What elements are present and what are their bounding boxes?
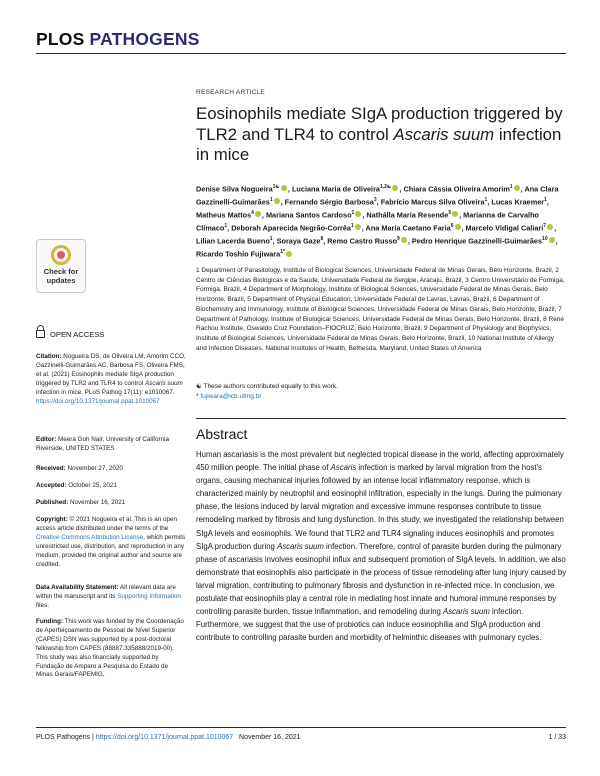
author-affiliation-marker: 1 xyxy=(269,236,273,243)
author-affiliation-marker: 1 xyxy=(484,197,488,204)
orcid-icon[interactable] xyxy=(392,185,398,191)
author-affiliation-marker: 1☯ xyxy=(272,184,280,190)
title-italic: Ascaris suum xyxy=(393,124,495,144)
author-affiliation-marker: 1 xyxy=(350,223,354,230)
accepted-date: October 25, 2021 xyxy=(68,482,117,489)
received-block xyxy=(36,465,186,474)
author-affiliation-marker: 4 xyxy=(251,210,254,217)
funding-block xyxy=(36,618,186,680)
received-label: Received: xyxy=(36,465,66,472)
abstract-i1: Ascaris xyxy=(330,463,357,473)
abstract-text xyxy=(196,448,568,644)
open-access-text: OPEN ACCESS xyxy=(50,330,105,339)
author-name: Denise Silva Nogueira xyxy=(196,184,273,194)
author-name: , Marianna de Carvalho Clímaco xyxy=(196,210,539,233)
author-name: , Soraya Gaze xyxy=(272,236,321,246)
orcid-icon[interactable] xyxy=(281,185,287,191)
abstract-p3: infection. Therefore, control of parasite burden during the pulmonary phase of ascariasis involves eosinophil influx and subsequent promotion of SIgA levels. In addition, we also demonstrate that eosinophils also participate in the process of tissue remodeling after lung injury caused by larval migration, contributing to pulmonary fibrosis and dysfunction in re-infected mice. In conclusion, we postulate that eosinophils play a central role in mediating host innate and humoral immune responses by controlling parasite burden, tissue inflammation, and remodeling during xyxy=(196,541,567,617)
orcid-icon[interactable] xyxy=(452,211,458,217)
abstract-i3: Ascaris suum xyxy=(443,607,490,617)
corresponding-author-note xyxy=(196,392,566,402)
accepted-block xyxy=(36,482,186,491)
footer-journal: PLOS Pathogens | xyxy=(36,734,96,741)
article-title xyxy=(196,104,576,166)
open-lock-icon xyxy=(36,330,45,338)
abstract-i2: Ascaris suum xyxy=(277,541,324,551)
citation-doi-link[interactable]: https://doi.org/10.1371/journal.ppat.1010067 xyxy=(36,397,160,405)
author-name: , Lucas Kraemer xyxy=(487,197,545,207)
published-label: Published: xyxy=(36,499,69,506)
check-updates-icon xyxy=(51,245,71,265)
editor-text: Meera Goh Nair, University of California Riverside, UNITED STATES xyxy=(36,436,169,452)
author-name: , Lilian Lacerda Bueno xyxy=(196,223,557,246)
orcid-icon[interactable] xyxy=(514,185,520,191)
author-affiliation-marker: 1 xyxy=(351,210,355,217)
published-block xyxy=(36,499,186,508)
data-availability-block xyxy=(36,584,186,611)
author-affiliation-marker: 10 xyxy=(542,236,548,243)
funding-label: Funding: xyxy=(36,618,63,625)
abstract-heading: Abstract xyxy=(196,426,248,442)
data-availability-label: Data Availability Statement: xyxy=(36,584,119,591)
title-part1: Eosinophils mediate SIgA production triggered by TLR2 and TLR4 to control xyxy=(196,104,563,144)
accepted-label: Accepted: xyxy=(36,482,67,489)
citation-text-2: infection in mice. PLoS Pathog 17(11): e1010067. xyxy=(36,388,175,396)
author-name: , Fernando Sérgio Barbosa xyxy=(280,197,374,207)
abstract-rule xyxy=(196,418,566,419)
corresponding-email-link[interactable]: fujiwara@icb.ufmg.br xyxy=(200,392,262,400)
editor-block xyxy=(36,436,186,454)
author-name: , Nathálla Maria Resende xyxy=(362,210,449,220)
check-for-updates-badge[interactable] xyxy=(36,239,86,293)
copyright-block xyxy=(36,516,186,569)
author-affiliation-marker: 1 xyxy=(224,223,228,230)
copyright-text: © 2021 Nogueira et al. This is an open access article distributed under the terms of the xyxy=(36,516,178,532)
editor-label: Editor: xyxy=(36,436,57,443)
author-name: , Ana Clara Gazzinelli-Guimarães xyxy=(196,184,559,207)
author-affiliation-marker: 9 xyxy=(397,236,400,243)
orcid-icon[interactable] xyxy=(401,237,407,243)
funding-text: This work was funded by the Coordenação de Aperfeiçoamento de Pessoal de Nível Superior (CAPES) DSN was supported by a post-doctoral fellowship from CAPES (88887.335888/2019-00). This study was also financially supported by Fundação de Amparo a Pesquisa do Estado de Minas Gerais/FAPEMIG, xyxy=(36,618,184,679)
author-list xyxy=(196,182,566,260)
article-type: RESEARCH ARTICLE xyxy=(196,89,266,96)
journal-logo xyxy=(36,29,200,50)
orcid-icon[interactable] xyxy=(255,211,261,217)
author-name: , Deborah Aparecida Negrão-Corrêa xyxy=(227,223,351,233)
author-name: , Ricardo Toshio Fujiwara xyxy=(196,236,558,259)
author-notes xyxy=(196,382,566,401)
author-affiliation-marker: 1,2☯ xyxy=(379,184,392,190)
check-updates-line1: Check for xyxy=(43,267,79,276)
author-affiliation-marker: 1 xyxy=(544,197,547,204)
cc-license-link[interactable]: Creative Commons Attribution License xyxy=(36,533,144,541)
orcid-icon[interactable] xyxy=(547,224,553,230)
author-affiliation-marker: 1 xyxy=(269,197,273,204)
abstract-p1: Human ascariasis is the most prevalent but neglected tropical disease in the world, affecting approximately 450 million people. The initial phase of xyxy=(196,450,564,473)
orcid-icon[interactable] xyxy=(355,211,361,217)
page-number: 1 / 33 xyxy=(548,734,566,741)
equal-contribution-note: ☯ These authors contributed equally to this work. xyxy=(196,383,338,390)
citation-label: Citation: xyxy=(36,353,62,360)
orcid-icon[interactable] xyxy=(286,251,292,257)
supporting-information-link[interactable]: Supporting Information xyxy=(117,592,181,600)
citation-italic: Ascaris suum xyxy=(144,379,183,387)
page-footer xyxy=(36,734,566,741)
received-date: November 27, 2020 xyxy=(67,465,123,472)
journal-name-pathogens: PATHOGENS xyxy=(89,29,200,49)
author-affiliation-marker: 7 xyxy=(543,223,547,230)
orcid-icon[interactable] xyxy=(274,198,280,204)
author-name: , Ana Maria Caetano Faria xyxy=(361,223,451,233)
author-affiliation-marker: 8 xyxy=(320,236,324,243)
author-name: , Remo Castro Russo xyxy=(323,236,398,246)
journal-name-plos: PLOS xyxy=(36,29,85,49)
author-name: , Marcelo Vidigal Caliari xyxy=(461,223,544,233)
abstract-p2: infection is marked by larval migration from the host's organs, causing mechanical injuries followed by an intense local inflammatory response, which is characterized mainly by neutrophil and eosinophil infiltration, especially in the lungs. During the pulmonary phase, the lesions induced by larval migration and excessive immune responses contribute to tissue remodeling marked by fibrosis and lung dysfunction. In this study, we investigated the relationship between SIgA levels and eosinophils. We found that TLR2 and TLR4 signaling induces eosinophils and promotes SIgA production during xyxy=(196,463,564,551)
published-date: November 16, 2021 xyxy=(69,499,126,506)
orcid-icon[interactable] xyxy=(549,237,555,243)
copyright-label: Copyright: xyxy=(36,516,68,523)
citation-block xyxy=(36,353,186,406)
header-rule xyxy=(36,53,566,54)
data-availability-text: All relevant data are within the manuscript and its xyxy=(36,584,176,600)
author-affiliation-marker: 3 xyxy=(373,197,377,204)
author-name: , Pedro Henrique Gazzinelli-Guimarães xyxy=(407,236,543,246)
author-name: , Fabrício Marcus Silva Oliveira xyxy=(376,197,485,207)
affiliations: 1 Department of Parasitology, Institute of Biological Sciences, Universidade Federal de Minas Gerais, Belo Horizonte, Brazil, 2 Centro de Ciências Biológicas e da Saúde, Universidade Federal de Sergipe, Aracajú, Brazil, 3 Centro Universitário de Formiga, Formiga, Brazil, 4 Department of Morphology, Institute of Biological Sciences, Universidade Federal de Minas Gerais, Belo Horizonte, Brazil, 5 Department of Physical Education, Universidade Federal de Lavras, Lavras, Brazil, 6 Department of Biochemistry and Immunology, Institute of Biological Sciences, Universidade Federal de Minas Gerais, Belo Horizonte, Brazil, 7 Department of Pathology, Institute of Biological Sciences, Universidade Federal de Minas Gerais, Belo Horizonte, Brazil, 8 René Rachou Institute, Oswaldo Cruz Foundation–FIOCRUZ, Belo Horizonte, Brazil, 9 Department of Physiology and Biophysics, Institute of Biological Sciences, Universidade Federal de Minas Gerais, Belo Horizonte, Brazil, 10 National Institute of Allergy and Infection Diseases, National Institutes of Health, Bethesda, Maryland, United States of America xyxy=(196,267,565,352)
author-affiliation-marker: 6 xyxy=(450,223,454,230)
check-updates-line2: updates xyxy=(46,276,76,285)
orcid-icon[interactable] xyxy=(355,224,361,230)
footer-rule xyxy=(36,727,566,728)
citation-text: Nogueira DS, de Oliveira LM, Amorim CCO, Gazzinelli-Guimarães AC, Barbosa FS, Oliveira FMS, et al. (2021) Eosinophils mediate SIgA production triggered by TLR2 and TLR4 to control xyxy=(36,353,186,387)
copyright-text-2: , which permits unrestricted use, distribution, and reproduction in any medium, provided the original author and source are credited. xyxy=(36,533,186,568)
corresponding-mark: * xyxy=(196,392,199,400)
author-name: , Luciana Maria de Oliveira xyxy=(287,184,380,194)
footer-date: November 16, 2021 xyxy=(239,734,301,741)
author-name: , Chiara Cássia Oliveira Amorim xyxy=(399,184,510,194)
author-affiliation-marker: 1* xyxy=(280,249,285,256)
orcid-icon[interactable] xyxy=(455,224,461,230)
open-access-label xyxy=(36,329,104,339)
title-part2: infection in mice xyxy=(196,124,562,164)
abstract-p4: infection. Furthermore, we suggest that the use of probiotics can induce eosinophilia and SIgA production and contribute to controlling parasite burden and morbidity of helminthic diseases with pulmonary cycles. xyxy=(196,607,542,643)
author-name: , Mariana Santos Cardoso xyxy=(261,210,352,220)
author-affiliation-marker: 5 xyxy=(448,210,452,217)
footer-doi-link[interactable]: https://doi.org/10.1371/journal.ppat.1010067 xyxy=(95,734,234,741)
author-affiliation-marker: 1 xyxy=(509,184,513,190)
author-name: , Matheus Mattos xyxy=(196,197,549,220)
data-availability-text-2: files. xyxy=(36,601,49,609)
